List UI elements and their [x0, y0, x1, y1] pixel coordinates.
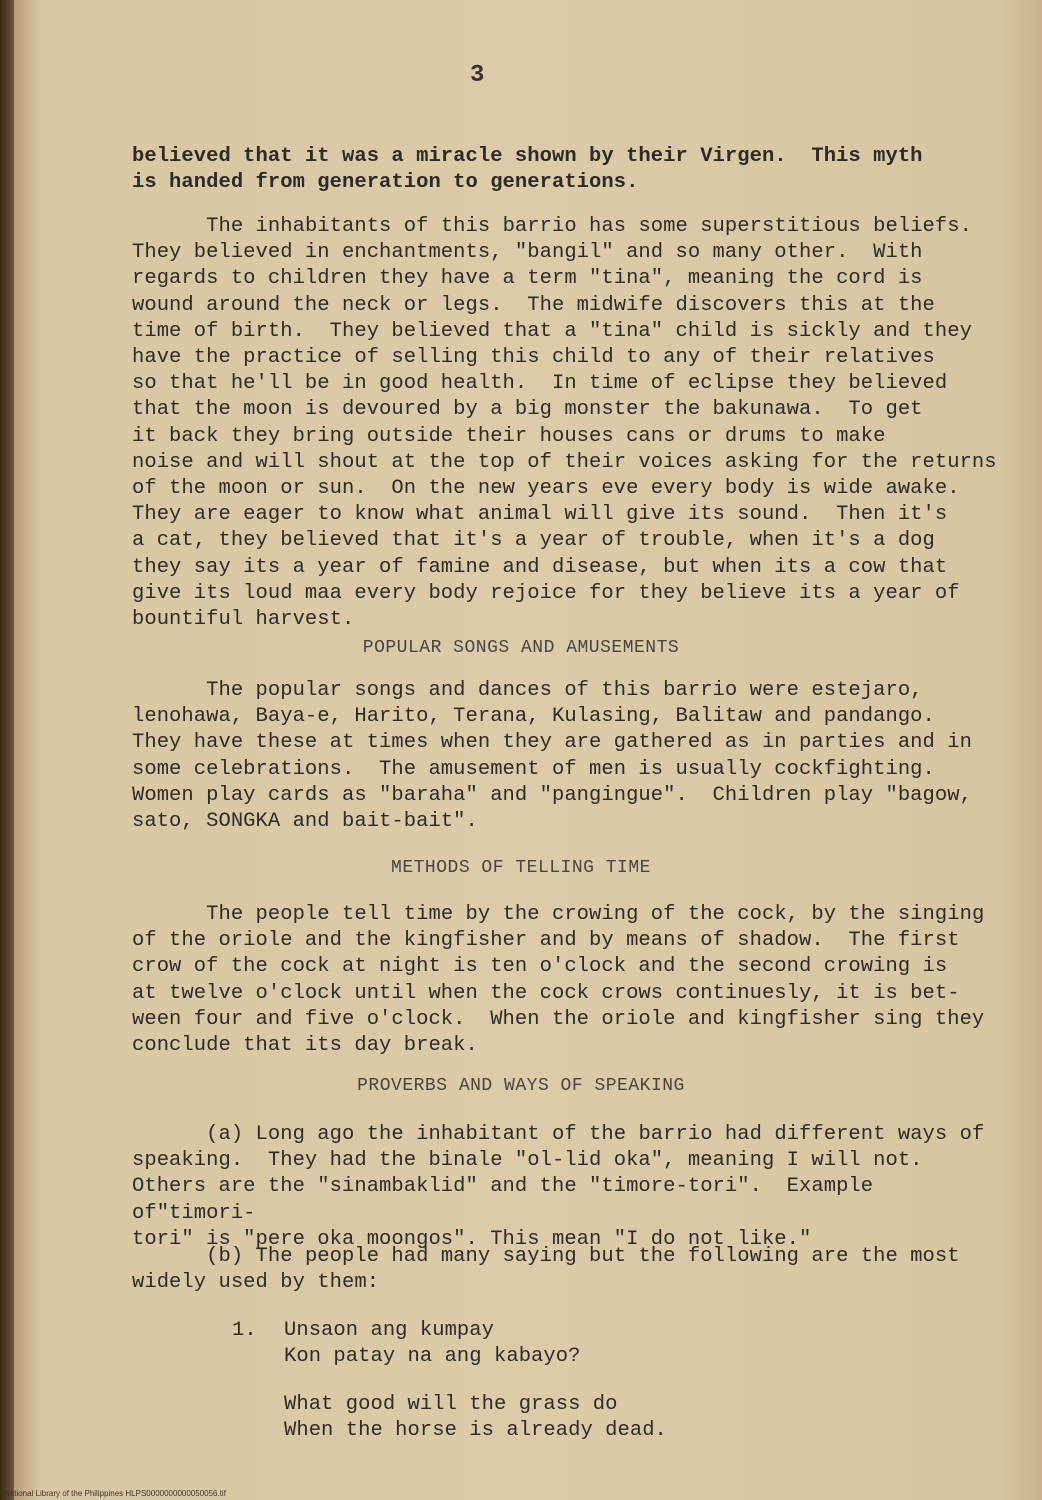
- page-number: 3: [470, 62, 485, 89]
- text-line: The popular songs and dances of this barrio were estejaro,: [132, 679, 923, 702]
- text-line: believed that it was a miracle shown by their Virgen. This myth: [132, 145, 923, 168]
- text-line: some celebrations. The amusement of men is usually cockfighting.: [132, 757, 935, 781]
- text-line: it back they bring outside their houses cans or drums to make: [132, 424, 886, 448]
- text-line: They have these at times when they are gathered as in parties and in: [132, 731, 972, 755]
- proverb-original: [284, 1318, 924, 1370]
- text-line: The inhabitants of this barrio has some superstitious beliefs.: [132, 215, 972, 238]
- text-line: give its loud maa every body rejoice for they believe its a year of: [132, 581, 960, 605]
- text-line: noise and will shout at the top of their voices asking for the returns: [132, 450, 997, 474]
- text-line: so that he'll be in good health. In time of eclipse they believed: [132, 372, 948, 396]
- text-line: of the oriole and the kingfisher and by means of shadow. The first: [132, 929, 960, 953]
- text-line: wound around the neck or legs. The midwife discovers this at the: [132, 293, 935, 317]
- text-line: Others are the "sinambaklid" and the "timore-tori". Example of"timori-: [132, 1175, 886, 1225]
- text-line: regards to children they have a term "tina", meaning the cord is: [132, 267, 923, 291]
- text-line: The people tell time by the crowing of the cock, by the singing: [132, 903, 985, 926]
- book-binding-edge: [0, 0, 14, 1500]
- text-line: at twelve o'clock until when the cock crows continuesly, it is bet-: [132, 981, 960, 1005]
- text-line: Women play cards as "baraha" and "pangingue". Children play "bagow,: [132, 783, 972, 807]
- text-line: They are eager to know what animal will give its sound. Then it's: [132, 503, 948, 527]
- proverbs-paragraph-b: [132, 1244, 1002, 1296]
- songs-paragraph: [132, 678, 1002, 835]
- intro-paragraph: [132, 144, 1002, 196]
- archive-footer: National Library of the Philippines HLPS0000000000050056.tif: [4, 1489, 226, 1498]
- proverb-translation: [284, 1392, 924, 1444]
- text-line: speaking. They had the binale "ol-lid oka", meaning I will not.: [132, 1149, 923, 1173]
- text-line: When the horse is already dead.: [284, 1419, 667, 1443]
- text-line: tori" is "pere oka moongos". This mean "I do not like.": [132, 1227, 812, 1251]
- time-paragraph: [132, 902, 1002, 1059]
- text-line: that the moon is devoured by a big monster the bakunawa. To get: [132, 398, 923, 422]
- text-line: bountiful harvest.: [132, 608, 355, 632]
- list-number: 1.: [232, 1319, 257, 1342]
- text-line: of the moon or sun. On the new years eve every body is wide awake.: [132, 477, 960, 501]
- beliefs-paragraph: [132, 214, 1002, 633]
- text-line: sato, SONGKA and bait-bait".: [132, 810, 478, 834]
- proverbs-paragraph-a: [132, 1122, 1002, 1253]
- text-line: crow of the cock at night is ten o'clock and the second crowing is: [132, 955, 948, 979]
- text-line: time of birth. They believed that a "tina" child is sickly and they: [132, 319, 972, 343]
- text-line: ween four and five o'clock. When the oriole and kingfisher sing they: [132, 1007, 985, 1031]
- text-line: widely used by them:: [132, 1271, 380, 1295]
- text-line: Unsaon ang kumpay: [284, 1319, 494, 1342]
- text-line: a cat, they believed that it's a year of trouble, when it's a dog: [132, 529, 935, 553]
- text-line: (a) Long ago the inhabitant of the barrio had different ways of: [132, 1123, 985, 1146]
- text-line: they say its a year of famine and disease, but when its a cow that: [132, 555, 948, 579]
- section-heading-time: METHODS OF TELLING TIME: [391, 858, 651, 878]
- text-line: have the practice of selling this child to any of their relatives: [132, 346, 935, 370]
- text-line: They believed in enchantments, "bangil" and so many other. With: [132, 241, 923, 265]
- text-line: is handed from generation to generations.: [132, 171, 639, 195]
- section-heading-proverbs: PROVERBS AND WAYS OF SPEAKING: [357, 1076, 685, 1096]
- text-line: conclude that its day break.: [132, 1034, 478, 1058]
- text-line: Kon patay na ang kabayo?: [284, 1345, 581, 1369]
- section-heading-songs: POPULAR SONGS AND AMUSEMENTS: [362, 638, 680, 658]
- text-line: lenohawa, Baya-e, Harito, Terana, Kulasing, Balitaw and pandango.: [132, 705, 935, 729]
- text-line: (b) The people had many saying but the following are the most: [132, 1245, 960, 1268]
- text-line: What good will the grass do: [284, 1393, 618, 1416]
